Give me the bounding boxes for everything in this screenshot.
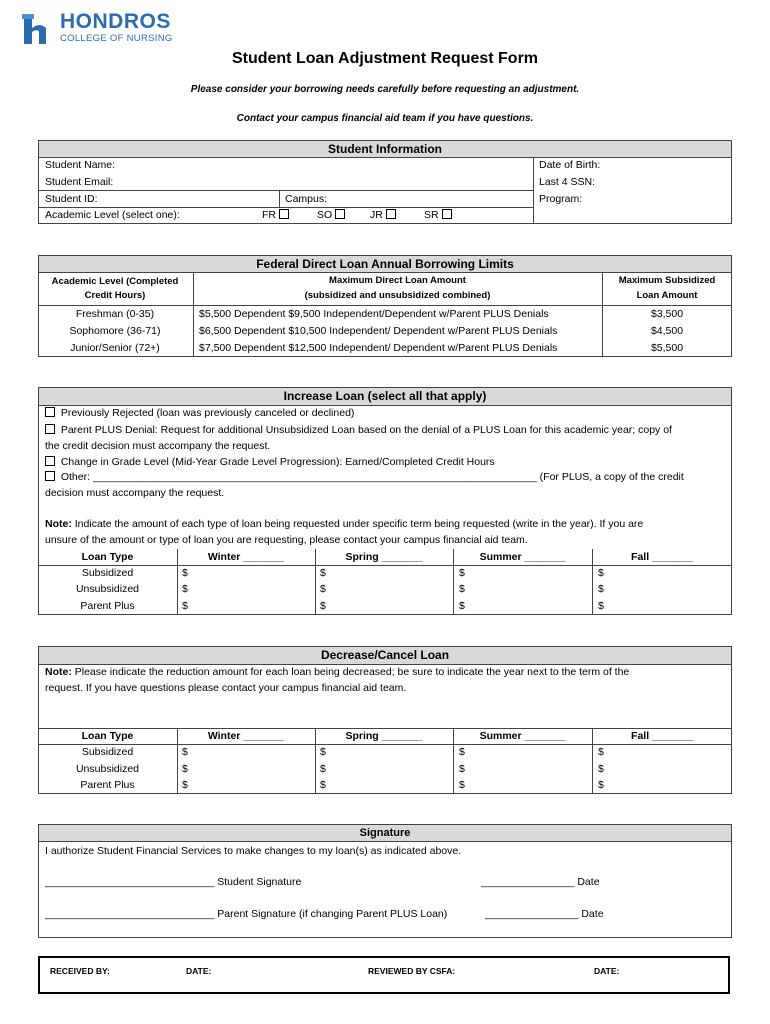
limits-sub: $5,500 [650, 342, 684, 354]
amount-cell[interactable]: $ [459, 567, 465, 579]
level-sr[interactable]: SR [424, 209, 452, 221]
checkbox-icon[interactable] [279, 209, 289, 219]
student-info-heading: Student Information [39, 141, 731, 158]
date-label: DATE: [186, 966, 212, 976]
student-signature-line[interactable]: _____________________________ Student Signature [45, 876, 302, 888]
increase-note-cont: unsure of the amount or type of loan you are requesting, please contact your campus financial aid team. [45, 534, 528, 546]
amount-cell[interactable]: $ [182, 763, 188, 775]
loan-type-cell: Unsubsidized [75, 763, 140, 775]
decrease-note: Note: Please indicate the reduction amount for each loan being decreased; be sure to indicate the year next to the term of the [45, 666, 630, 678]
academic-level-label: Academic Level (select one): [45, 209, 180, 221]
increase-section [38, 387, 732, 615]
term-fall[interactable]: Fall _______ [631, 551, 693, 563]
limits-col-max-b: (subsidized and unsubsidized combined) [304, 290, 491, 301]
limits-heading: Federal Direct Loan Annual Borrowing Limits [39, 256, 731, 273]
decrease-note-cont: request. If you have questions please contact your campus financial aid team. [45, 682, 407, 694]
term-winter[interactable]: Winter _______ [207, 551, 285, 563]
amount-cell[interactable]: $ [459, 763, 465, 775]
logo-name: HONDROS [60, 10, 171, 33]
campus-label[interactable]: Campus: [285, 193, 328, 205]
term-summer[interactable]: Summer _______ [479, 551, 566, 563]
amount-cell[interactable]: $ [320, 763, 326, 775]
amount-cell[interactable]: $ [459, 746, 465, 758]
amount-cell[interactable]: $ [459, 600, 465, 612]
option-plus-denial-cont: the credit decision must accompany the request. [45, 440, 271, 452]
amount-cell[interactable]: $ [598, 746, 604, 758]
term-spring[interactable]: Spring _______ [345, 551, 423, 563]
amount-cell[interactable]: $ [598, 567, 604, 579]
limits-amount: $5,500 Dependent $9,500 Independent/Dependent w/Parent PLUS Denials [199, 308, 549, 320]
amount-cell[interactable]: $ [598, 583, 604, 595]
student-id-label[interactable]: Student ID: [45, 193, 98, 205]
loan-type-cell: Subsidized [81, 567, 134, 579]
note-borrowing: Please consider your borrowing needs carefully before requesting an adjustment. [190, 84, 580, 95]
decrease-heading: Decrease/Cancel Loan [39, 647, 731, 665]
amount-cell[interactable]: $ [320, 600, 326, 612]
level-so[interactable]: SO [317, 209, 345, 221]
option-previously-rejected[interactable]: Previously Rejected (loan was previously canceled or declined) [45, 407, 354, 419]
loan-type-header: Loan Type [81, 551, 134, 563]
amount-cell[interactable]: $ [182, 600, 188, 612]
date-label: DATE: [594, 966, 620, 976]
limits-amount: $7,500 Dependent $12,500 Independent/ Dependent w/Parent PLUS Denials [199, 342, 558, 354]
reviewed-by-label: REVIEWED BY CSFA: [368, 966, 456, 976]
dob-label[interactable]: Date of Birth: [539, 159, 601, 171]
amount-cell[interactable]: $ [459, 583, 465, 595]
loan-type-cell: Unsubsidized [75, 583, 140, 595]
limits-amount: $6,500 Dependent $10,500 Independent/ Dependent w/Parent PLUS Denials [199, 325, 558, 337]
signature-heading: Signature [39, 825, 731, 842]
option-other[interactable]: Other: ____________________________________________________________________________ (For PLUS, a copy of the credit [45, 471, 684, 483]
ssn-label[interactable]: Last 4 SSN: [539, 176, 596, 188]
checkbox-icon[interactable] [45, 407, 55, 417]
option-other-cont: decision must accompany the request. [45, 487, 225, 499]
checkbox-icon[interactable] [45, 471, 55, 481]
term-spring[interactable]: Spring _______ [345, 730, 423, 742]
loan-type-cell: Subsidized [81, 746, 134, 758]
limits-col-sub-b: Loan Amount [636, 290, 698, 301]
loan-type-header: Loan Type [81, 730, 134, 742]
amount-cell[interactable]: $ [182, 583, 188, 595]
logo-subtitle: COLLEGE OF NURSING [60, 33, 173, 44]
increase-note: Note: Indicate the amount of each type of loan being requested under specific term being requested (write in the year). If you are [45, 518, 644, 530]
amount-cell[interactable]: $ [459, 779, 465, 791]
limits-sub: $3,500 [650, 308, 684, 320]
term-summer[interactable]: Summer _______ [479, 730, 566, 742]
loan-type-cell: Parent Plus [80, 779, 135, 791]
checkbox-icon[interactable] [45, 424, 55, 434]
amount-cell[interactable]: $ [598, 600, 604, 612]
amount-cell[interactable]: $ [598, 763, 604, 775]
amount-cell[interactable]: $ [182, 779, 188, 791]
level-jr[interactable]: JR [370, 209, 396, 221]
checkbox-icon[interactable] [386, 209, 396, 219]
hondros-logo [22, 12, 52, 51]
amount-cell[interactable]: $ [598, 779, 604, 791]
amount-cell[interactable]: $ [182, 746, 188, 758]
parent-date-line[interactable]: ________________ Date [485, 908, 604, 920]
amount-cell[interactable]: $ [182, 567, 188, 579]
checkbox-icon[interactable] [45, 456, 55, 466]
loan-type-cell: Parent Plus [80, 600, 135, 612]
checkbox-icon[interactable] [442, 209, 452, 219]
received-by-label: RECEIVED BY: [50, 966, 110, 976]
option-grade-level[interactable]: Change in Grade Level (Mid-Year Grade Level Progression): Earned/Completed Credit Hours [45, 456, 495, 468]
student-email-label[interactable]: Student Email: [45, 176, 114, 188]
amount-cell[interactable]: $ [320, 567, 326, 579]
form-title: Student Loan Adjustment Request Form [231, 50, 539, 67]
checkbox-icon[interactable] [335, 209, 345, 219]
limits-col-max-a: Maximum Direct Loan Amount [329, 275, 466, 286]
limits-level: Sophomore (36-71) [69, 325, 161, 337]
limits-sub: $4,500 [650, 325, 684, 337]
student-name-label[interactable]: Student Name: [45, 159, 116, 171]
amount-cell[interactable]: $ [320, 746, 326, 758]
increase-heading: Increase Loan (select all that apply) [39, 388, 731, 406]
authorize-text: I authorize Student Financial Services to make changes to my loan(s) as indicated above. [45, 845, 462, 857]
student-date-line[interactable]: ________________ Date [481, 876, 600, 888]
limits-col-level: Academic Level (Completed Credit Hours) [51, 276, 179, 301]
term-winter[interactable]: Winter _______ [207, 730, 285, 742]
term-fall[interactable]: Fall _______ [631, 730, 693, 742]
amount-cell[interactable]: $ [320, 779, 326, 791]
parent-signature-line[interactable]: _____________________________ Parent Signature (if changing Parent PLUS Loan) [45, 908, 448, 920]
limits-col-sub-a: Maximum Subsidized [618, 275, 716, 286]
note-contact: Contact your campus financial aid team if you have questions. [236, 113, 534, 124]
limits-level: Freshman (0-35) [75, 308, 155, 320]
option-plus-denial[interactable]: Parent PLUS Denial: Request for additional Unsubsidized Loan based on the denial of a PLUS Loan for this academic year; copy of [45, 424, 672, 436]
level-fr[interactable]: FR [262, 209, 289, 221]
limits-level: Junior/Senior (72+) [70, 342, 160, 354]
amount-cell[interactable]: $ [320, 583, 326, 595]
program-label[interactable]: Program: [539, 193, 583, 205]
